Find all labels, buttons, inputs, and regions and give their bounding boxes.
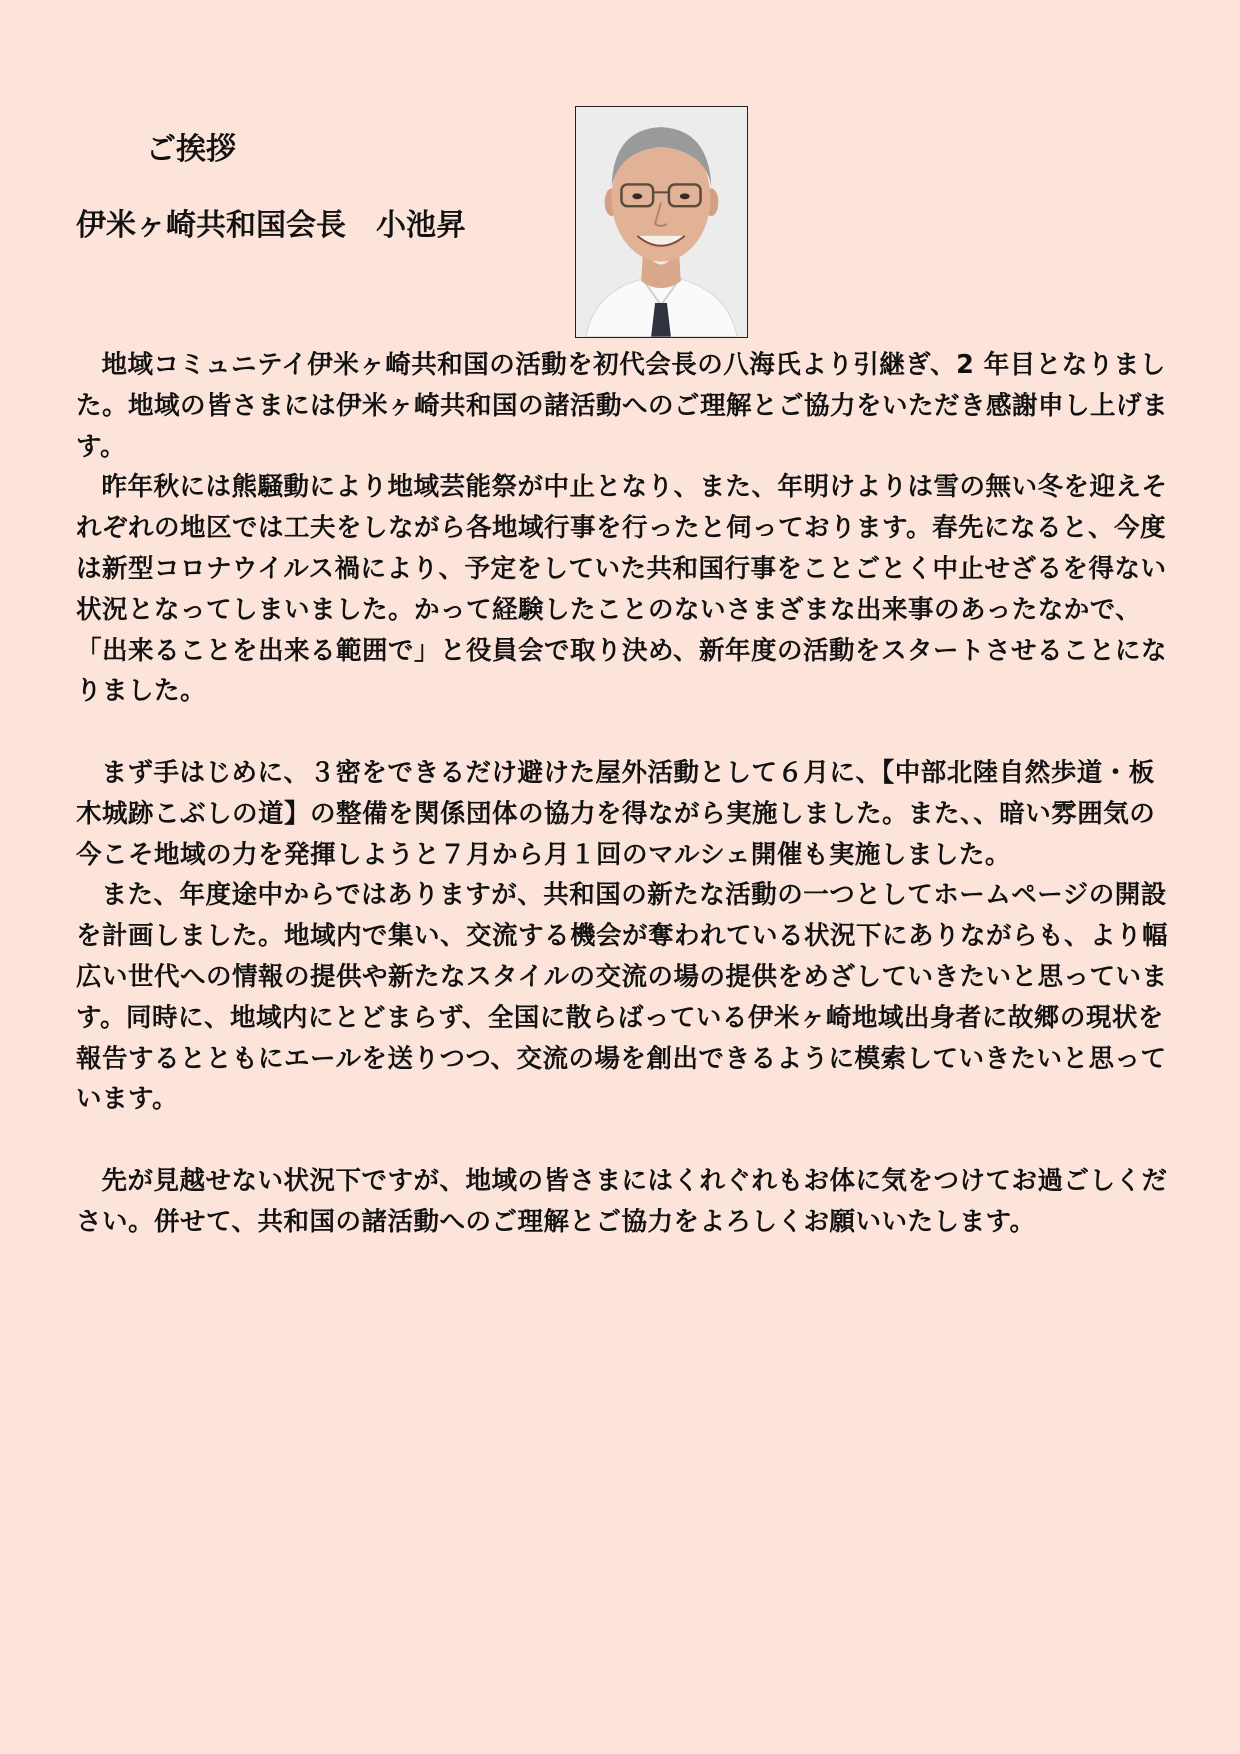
paragraph-1: 地域コミュニテイ伊米ヶ崎共和国の活動を初代会長の八海氏より引継ぎ、2 年目となりました。地域の皆さまには伊米ヶ崎共和国の諸活動へのご理解とご協力をいただき感謝申し上げます。 xyxy=(76,350,1169,462)
paragraph-4: また、年度途中からではありますが、共和国の新たな活動の一つとしてホームページの開設を計画しました。地域内で集い、交流する機会が奪われている状況下にありながらも、より幅広い世代への情報の提供や新たなスタイルの交流の場の提供をめざしていきたいと思っています。同時に、地域内にとどまらず、全国に散らばっている伊米ヶ崎地域出身者に故郷の現状を報告するとともにエールを送りつつ、交流の場を創出できるように模索していきたいと思っています。 xyxy=(76,880,1169,1115)
page-title: ご挨拶 xyxy=(146,132,236,167)
paragraph-5: 先が見越せない状況下ですが、地域の皆さまにはくれぐれもお体に気をつけてお過ごしください。併せて、共和国の諸活動へのご理解とご協力をよろしくお願いいたします。 xyxy=(76,1165,1168,1237)
paragraph-2: 昨年秋には熊騒動により地域芸能祭が中止となり、また、年明けよりは雪の無い冬を迎えそれぞれの地区では工夫をしながら各地域行事を行ったと伺っております。春先になると、今度は新型コロナウイルス禍により、予定をしていた共和国行事をことごとく中止せざるを得ない状況となってしまいました。かって経験したことのないさまざまな出来事のあったなかで、「出来ることを出来る範囲で」と役員会で取り決め、新年度の活動をスタートさせることになりました。 xyxy=(76,472,1168,707)
paragraph-3: まず手はじめに、３密をできるだけ避けた屋外活動として６月に、【中部北陸自然歩道・板木城跡こぶしの道】の整備を関係団体の協力を得ながら実施しました。また、、暗い雰囲気の今こそ地域の力を発揮しようと７月から月１回のマルシェ開催も実施しました。 xyxy=(76,757,1156,870)
portrait-photo xyxy=(575,106,748,338)
paragraph-gap xyxy=(76,712,1176,753)
author-name: 伊米ヶ崎共和国会長 小池昇 xyxy=(76,208,466,243)
greeting-body xyxy=(76,345,1176,1243)
paragraph-gap xyxy=(76,1120,1176,1161)
portrait-icon xyxy=(576,107,747,337)
